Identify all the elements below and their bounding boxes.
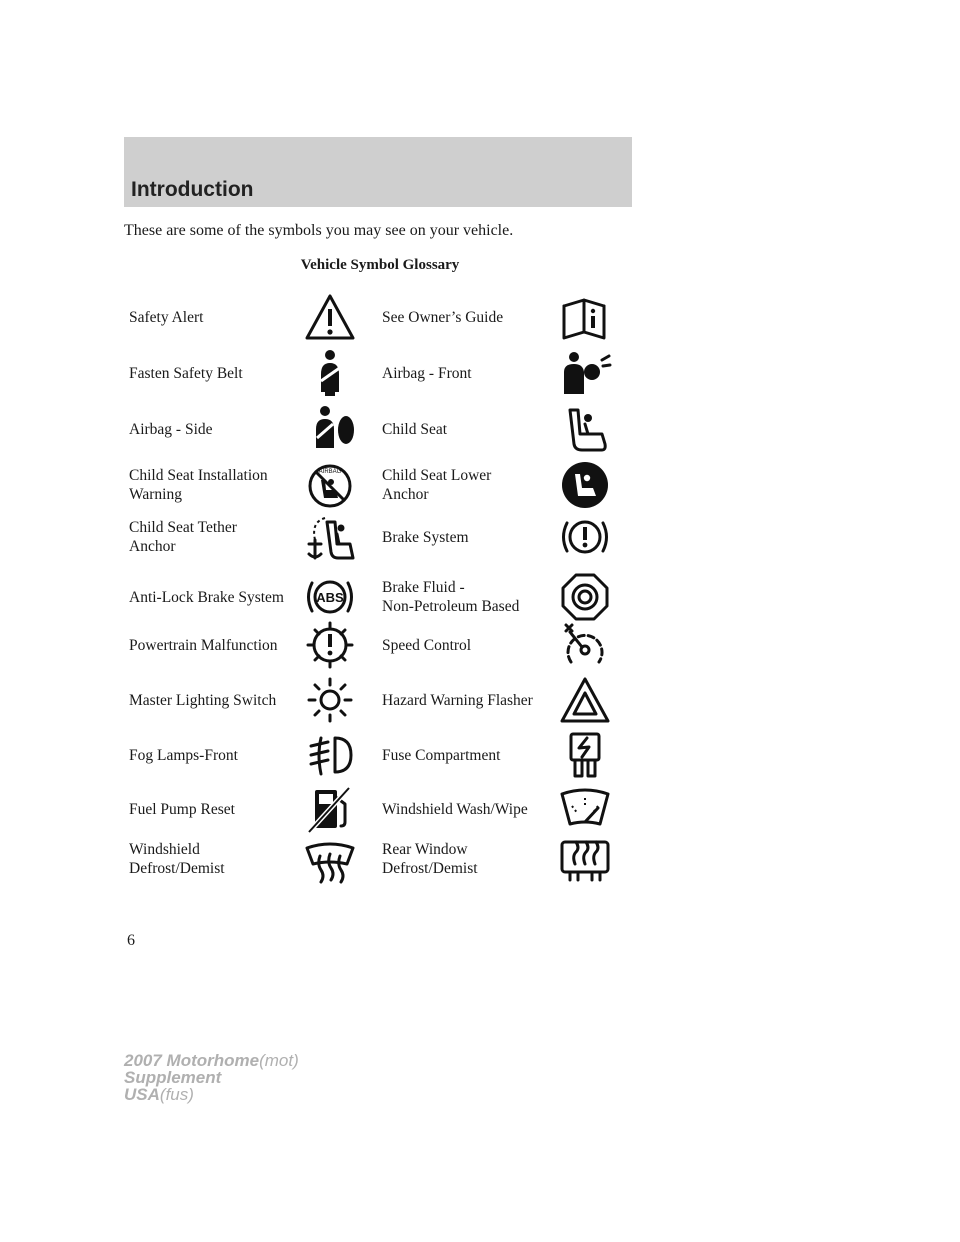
- symbol-label: Child Seat Tether Anchor: [129, 519, 237, 555]
- symbol-label: Powertrain Malfunction: [129, 637, 278, 654]
- symbol-label: Anti-Lock Brake System: [129, 589, 284, 606]
- symbol-label: Child Seat Lower Anchor: [382, 467, 492, 503]
- child-seat-icon: [558, 404, 612, 454]
- symbol-label: Windshield Defrost/Demist: [129, 841, 225, 877]
- symbol-label: Fuse Compartment: [382, 747, 501, 764]
- lighting-switch-icon: [303, 675, 357, 725]
- wash-wipe-icon: [558, 784, 612, 834]
- abs-text: ABS: [316, 590, 344, 605]
- hazard-icon: [558, 675, 612, 725]
- rear-defrost-icon: [558, 834, 612, 884]
- footer-region-code: (fus): [159, 1085, 194, 1104]
- owners-guide-icon: [558, 292, 612, 342]
- fog-lamp-icon: [303, 730, 357, 780]
- symbol-label: Rear Window Defrost/Demist: [382, 841, 478, 877]
- symbol-label: Brake System: [382, 529, 469, 546]
- fuse-icon: [558, 730, 612, 780]
- brake-system-icon: [558, 512, 612, 562]
- windshield-defrost-icon: [303, 834, 357, 884]
- symbol-label: Hazard Warning Flasher: [382, 692, 533, 709]
- symbol-label: Windshield Wash/Wipe: [382, 801, 528, 818]
- symbol-label: Child Seat: [382, 421, 448, 438]
- intro-text: These are some of the symbols you may see on your vehicle.: [124, 222, 514, 239]
- airbag-text: AIRBAG: [318, 469, 342, 475]
- footer-subtitle: Supplement: [124, 1068, 222, 1087]
- symbol-label: Airbag - Front: [382, 365, 472, 382]
- symbol-label: Brake Fluid - Non-Petroleum Based: [382, 579, 520, 615]
- symbol-label: Airbag - Side: [129, 421, 213, 438]
- table-title: Vehicle Symbol Glossary: [300, 257, 460, 273]
- footer-title: 2007 Motorhome: [124, 1051, 260, 1070]
- child-seat-tether-anchor-icon: [303, 512, 357, 562]
- page-number: 6: [127, 932, 135, 949]
- airbag-side-icon: [303, 404, 357, 454]
- powertrain-icon: [303, 620, 357, 670]
- seat-belt-icon: [303, 348, 357, 398]
- brake-fluid-icon: [558, 572, 612, 622]
- symbol-label: Speed Control: [382, 637, 472, 654]
- symbol-label: Fog Lamps-Front: [129, 747, 238, 764]
- footer-code: (mot): [259, 1051, 299, 1070]
- symbol-label: Safety Alert: [129, 309, 204, 326]
- page-title: Introduction: [131, 178, 254, 201]
- footer-region: USA: [124, 1085, 160, 1104]
- footer: [124, 1052, 299, 1103]
- fuel-pump-reset-icon: [303, 784, 357, 834]
- symbol-label: Child Seat Installation Warning: [129, 467, 268, 503]
- speed-control-icon: [558, 620, 612, 670]
- symbol-label: See Owner’s Guide: [382, 309, 504, 326]
- symbol-label: Master Lighting Switch: [129, 692, 277, 709]
- symbol-label: Fuel Pump Reset: [129, 801, 235, 818]
- child-seat-warning-icon: [303, 460, 357, 510]
- airbag-front-icon: [558, 348, 612, 398]
- abs-icon: [303, 572, 357, 622]
- symbol-label: Fasten Safety Belt: [129, 365, 243, 382]
- child-seat-lower-anchor-icon: [558, 460, 612, 510]
- safety-alert-icon: [303, 292, 357, 342]
